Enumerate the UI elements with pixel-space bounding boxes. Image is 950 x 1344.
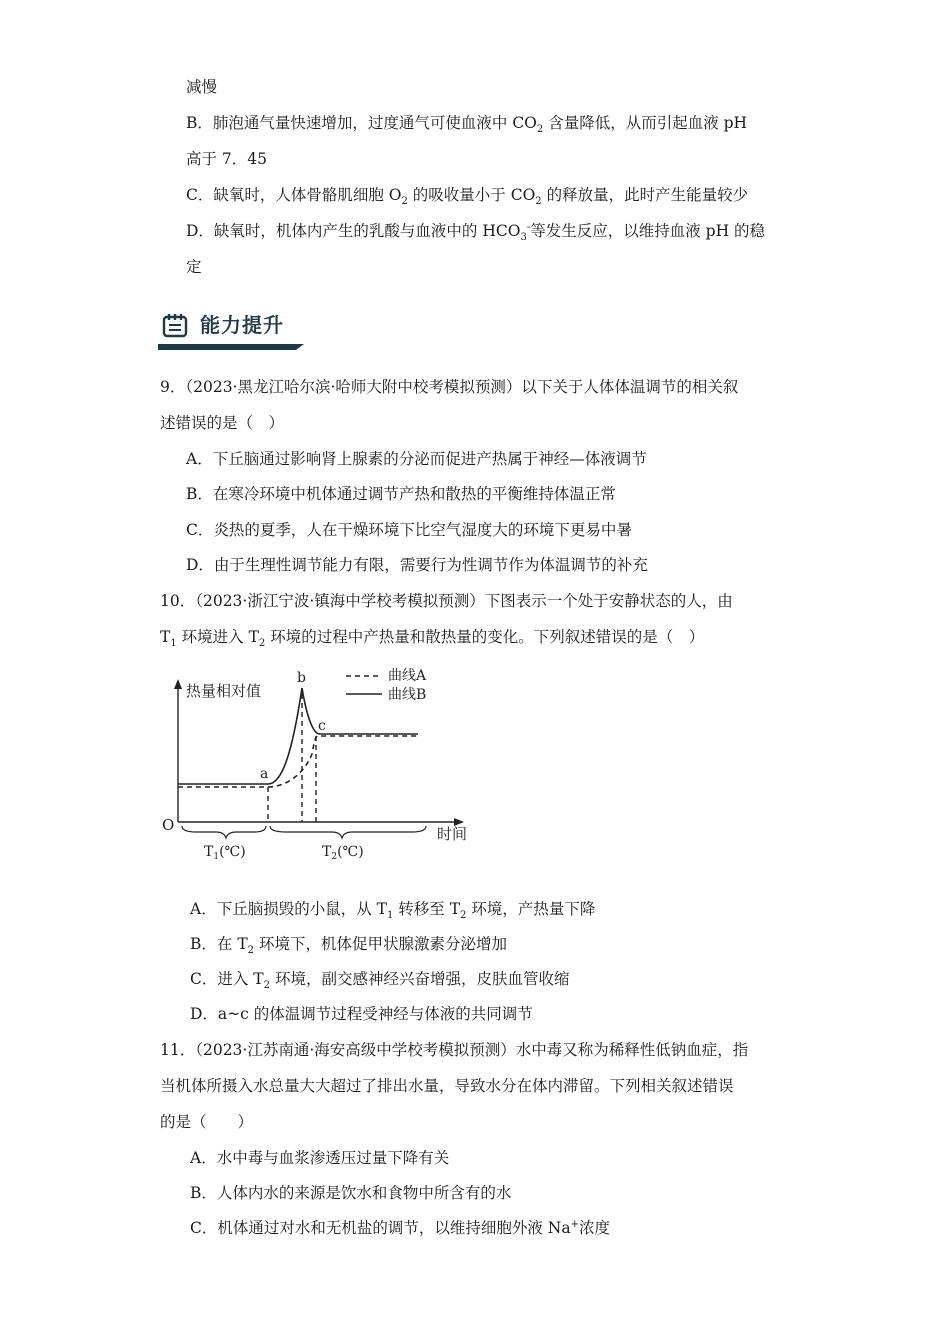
period-label-t1: $T_1(℃)$	[204, 844, 246, 862]
y-axis-label: 热量相对值	[186, 682, 262, 700]
q10-c-end: 环境，副交感神经兴奋增强，皮肤血管收缩	[270, 970, 570, 988]
q10-c-text: C．进入 T	[190, 970, 264, 988]
brace-t1	[182, 826, 266, 838]
q8-option-c	[186, 184, 748, 206]
q10-a-end: 环境，产热量下降	[466, 900, 596, 918]
q11-stem-cont2: 的是（ ）	[160, 1113, 254, 1131]
q8-d-sup: -	[526, 221, 531, 233]
q9-option-c: C．炎热的夏季，人在干燥环境下比空气湿度大的环境下更易中暑	[186, 521, 632, 539]
q8-option-b	[186, 112, 747, 134]
q9-option-a: A．下丘脑通过影响肾上腺素的分泌而促进产热属于神经—体液调节	[186, 450, 647, 468]
section-title: 能力提升	[200, 313, 284, 337]
heat-chart	[156, 664, 480, 864]
q8-c-sub2: 2	[535, 196, 542, 208]
q10-option-d: D．a~c 的体温调节过程受神经与体液的共同调节	[190, 1005, 533, 1023]
q8-d-text: D．缺氧时，机体内产生的乳酸与血液中的 HCO	[186, 222, 521, 240]
q10-a-mid: 转移至 T	[393, 900, 461, 918]
q10-a-text: A．下丘脑损毁的小鼠，从 T	[190, 900, 387, 918]
period-label-t2: $T_2(℃)$	[322, 844, 364, 862]
q10-t2-sub: 2	[258, 638, 266, 650]
q10-t1-sub: 1	[170, 638, 177, 650]
q11-option-c	[190, 1217, 610, 1239]
q8-d-sub: 3	[520, 232, 527, 244]
q11-option-b: B．人体内水的来源是饮水和食物中所含有的水	[190, 1184, 512, 1202]
q10-a-sub1: 1	[386, 910, 394, 922]
q10-mid: 环境进入 T	[176, 628, 259, 646]
q8-c-mid: 的吸收量小于 CO	[407, 186, 536, 204]
section-underline	[158, 344, 308, 350]
y-axis-arrow	[174, 679, 182, 689]
q8-c-sub1: 2	[401, 196, 408, 208]
q10-b-sub: 2	[247, 945, 255, 957]
q8-option-d-cont: 定	[186, 258, 202, 276]
origin-label: O	[162, 816, 175, 834]
q8-option-d	[186, 220, 765, 242]
q9-stem-cont: 述错误的是（ ）	[160, 414, 285, 432]
q9-option-d: D．由于生理性调节能力有限，需要行为性调节作为体温调节的补充	[186, 556, 648, 574]
q10-t1: T	[160, 628, 171, 646]
notepad-icon	[162, 312, 190, 338]
q8-b-sub: 2	[536, 124, 544, 136]
q11-c-end: 浓度	[578, 1219, 610, 1237]
legend-label-a: 曲线A	[388, 668, 427, 684]
q9-stem: 9．（2023·黑龙江哈尔滨·哈师大附中校考模拟预测）以下关于人体体温调节的相关叙	[160, 378, 739, 396]
q8-d-end: 等发生反应，以维持血液 pH 的稳	[530, 222, 766, 240]
q10-c-sub: 2	[263, 980, 271, 992]
brace-t2	[270, 826, 426, 838]
q10-a-sub2: 2	[460, 910, 467, 922]
q10-option-c	[190, 968, 569, 990]
q8-c-end: 的释放量，此时产生能量较少	[541, 186, 749, 204]
q10-stem-cont	[160, 626, 704, 648]
curve-a	[178, 736, 418, 787]
q11-c-sup: +	[570, 1218, 579, 1230]
q11-stem: 11．（2023·江苏南通·海安高级中学校考模拟预测）水中毒又称为稀释性低钠血症，指	[160, 1041, 749, 1059]
legend-label-b: 曲线B	[388, 687, 427, 703]
q10-option-a	[190, 898, 595, 920]
section-header	[158, 306, 308, 352]
q8-b-text: B．肺泡通气量快速增加，过度通气可使血液中 CO	[186, 114, 537, 132]
q11-stem-cont: 当机体所摄入水总量大大超过了排出水量，导致水分在体内滞留。下列相关叙述错误	[160, 1077, 734, 1095]
x-axis-label: 时间	[437, 825, 468, 843]
q9-option-b: B．在寒冷环境中机体通过调节产热和散热的平衡维持体温正常	[186, 485, 616, 503]
q10-b-end: 环境下，机体促甲状腺激素分泌增加	[254, 935, 507, 953]
q11-option-a: A．水中毒与血浆渗透压过量下降有关	[190, 1149, 450, 1167]
q8-c-text: C．缺氧时，人体骨骼肌细胞 O	[186, 186, 402, 204]
q11-c-text: C．机体通过对水和无机盐的调节，以维持细胞外液 Na	[190, 1219, 571, 1237]
q10-stem: 10．（2023·浙江宁波·镇海中学校考模拟预测）下图表示一个处于安静状态的人，由	[160, 592, 733, 610]
curve-b	[178, 688, 418, 784]
q10-b-text: B．在 T	[190, 935, 248, 953]
q10-option-b	[190, 933, 507, 955]
point-label-b: b	[297, 670, 306, 686]
q8-option-a-tail: 减慢	[186, 78, 218, 96]
point-label-a: a	[260, 766, 269, 782]
q8-option-b-cont: 高于 7．45	[186, 150, 268, 168]
q10-end: 环境的过程中产热量和散热量的变化。下列叙述错误的是（ ）	[265, 628, 705, 646]
q8-b-end: 含量降低，从而引起血液 pH	[543, 114, 748, 132]
point-label-c: c	[318, 718, 326, 734]
